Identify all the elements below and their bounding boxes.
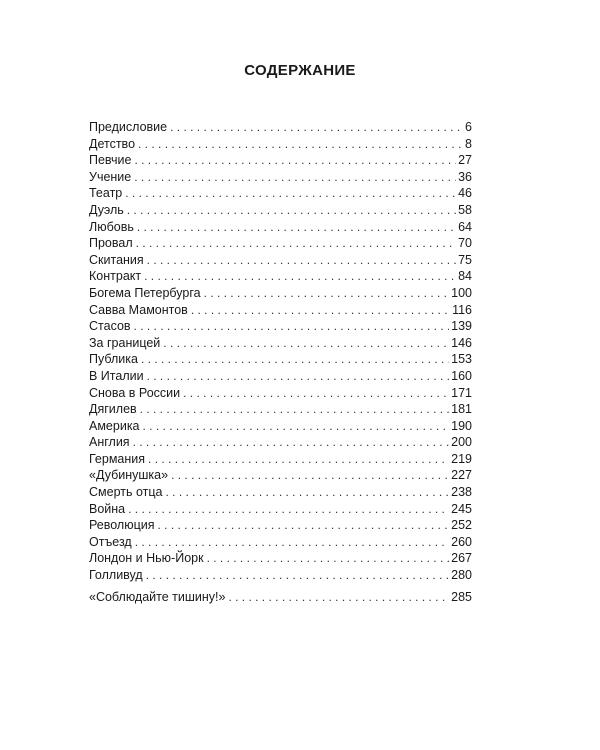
dot-leader xyxy=(140,401,449,418)
toc-entry xyxy=(89,467,472,484)
dot-leader xyxy=(183,385,449,402)
toc-entry xyxy=(89,219,472,236)
dot-leader xyxy=(133,434,450,451)
toc-page-number: 285 xyxy=(451,589,472,604)
toc-entry xyxy=(89,169,472,186)
toc-page-number: 200 xyxy=(451,435,472,450)
toc-entry-title: За границей xyxy=(89,335,161,350)
toc-page-number: 252 xyxy=(451,518,472,533)
dot-leader xyxy=(136,235,456,252)
dot-leader xyxy=(143,418,450,435)
toc-page-number: 84 xyxy=(458,269,472,284)
toc-entry-title: Контракт xyxy=(89,269,142,284)
toc-page-number: 190 xyxy=(451,418,472,433)
toc-page-number: 27 xyxy=(458,153,472,168)
dot-leader xyxy=(148,451,449,468)
toc-page-number: 8 xyxy=(465,136,472,151)
toc-entry xyxy=(89,484,472,501)
dot-leader xyxy=(147,368,450,385)
table-of-contents xyxy=(89,119,472,605)
toc-page-number: 245 xyxy=(451,501,472,516)
dot-leader xyxy=(127,202,456,219)
toc-entry xyxy=(89,351,472,368)
toc-entry-title: Лондон и Нью-Йорк xyxy=(89,551,204,566)
dot-leader xyxy=(147,252,456,269)
toc-entry-title: Отъезд xyxy=(89,534,132,549)
dot-leader xyxy=(158,517,450,534)
toc-entry xyxy=(89,501,472,518)
toc-page-number: 260 xyxy=(451,534,472,549)
toc-entry-title: Детство xyxy=(89,136,136,151)
toc-entry xyxy=(89,136,472,153)
toc-entry-title: Америка xyxy=(89,418,140,433)
dot-leader xyxy=(138,136,463,153)
toc-entry-title: Богема Петербурга xyxy=(89,285,201,300)
toc-entry-title: Англия xyxy=(89,435,130,450)
toc-page-number: 227 xyxy=(451,468,472,483)
toc-page-number: 58 xyxy=(458,202,472,217)
toc-entry-title: Стасов xyxy=(89,319,131,334)
toc-entry-title: В Италии xyxy=(89,368,144,383)
toc-entry-title: «Соблюдайте тишину!» xyxy=(89,589,226,604)
toc-entry-title: Учение xyxy=(89,169,132,184)
dot-leader xyxy=(137,219,456,236)
dot-leader xyxy=(171,467,449,484)
toc-page-number: 139 xyxy=(451,319,472,334)
toc-page-number: 116 xyxy=(452,302,472,317)
toc-page-number: 46 xyxy=(458,186,472,201)
toc-entry-title: Предисловие xyxy=(89,120,168,134)
toc-entry xyxy=(89,302,472,319)
toc-entry xyxy=(89,451,472,468)
toc-entry-title: Смерть отца xyxy=(89,485,163,500)
toc-entry xyxy=(89,318,472,335)
toc-page-number: 6 xyxy=(465,120,472,134)
toc-entry xyxy=(89,589,472,606)
dot-leader xyxy=(125,185,456,202)
toc-page-number: 153 xyxy=(451,352,472,367)
toc-entry xyxy=(89,434,472,451)
toc-entry-title: Снова в России xyxy=(89,385,181,400)
dot-leader xyxy=(135,534,449,551)
toc-entry xyxy=(89,567,472,584)
toc-entry-title: Голливуд xyxy=(89,568,143,583)
toc-page-number: 64 xyxy=(458,219,472,234)
dot-leader xyxy=(170,119,463,136)
toc-entry-title: Дуэль xyxy=(89,202,124,217)
toc-entry xyxy=(89,235,472,252)
dot-leader xyxy=(134,152,456,169)
toc-entry-title: Война xyxy=(89,501,126,516)
dot-leader xyxy=(141,351,449,368)
dot-leader xyxy=(207,550,450,567)
dot-leader xyxy=(134,169,456,186)
toc-entry xyxy=(89,152,472,169)
dot-leader xyxy=(144,268,456,285)
toc-page-number: 100 xyxy=(451,285,472,300)
toc-entry xyxy=(89,517,472,534)
toc-entry xyxy=(89,385,472,402)
toc-page-number: 36 xyxy=(458,169,472,184)
toc-entry-title: Революция xyxy=(89,518,155,533)
dot-leader xyxy=(128,501,449,518)
toc-entry-title: Театр xyxy=(89,186,123,201)
toc-entry xyxy=(89,550,472,567)
toc-page-number: 75 xyxy=(458,252,472,267)
toc-entry xyxy=(89,401,472,418)
toc-page-number: 267 xyxy=(451,551,472,566)
toc-page-number: 171 xyxy=(451,385,472,400)
toc-entry xyxy=(89,119,472,136)
toc-entry xyxy=(89,202,472,219)
dot-leader xyxy=(146,567,449,584)
toc-page-number: 219 xyxy=(451,451,472,466)
toc-entry-title: Певчие xyxy=(89,153,132,168)
toc-entry-title: Савва Мамонтов xyxy=(89,302,188,317)
page-title: СОДЕРЖАНИЕ xyxy=(244,62,356,79)
toc-entry xyxy=(89,368,472,385)
dot-leader xyxy=(134,318,450,335)
toc-entry-title: «Дубинушка» xyxy=(89,468,169,483)
toc-page-number: 70 xyxy=(458,236,472,251)
toc-entry-title: Любовь xyxy=(89,219,134,234)
toc-entry-title: Публика xyxy=(89,352,138,367)
toc-entry xyxy=(89,285,472,302)
toc-page-number: 160 xyxy=(451,368,472,383)
dot-leader xyxy=(191,302,450,319)
dot-leader xyxy=(204,285,450,302)
toc-page-number: 280 xyxy=(451,568,472,583)
dot-leader xyxy=(163,335,449,352)
toc-entry xyxy=(89,268,472,285)
toc-entry xyxy=(89,418,472,435)
toc-entry-title: Германия xyxy=(89,451,146,466)
toc-entry xyxy=(89,252,472,269)
toc-page-number: 146 xyxy=(451,335,472,350)
toc-entry-title: Скитания xyxy=(89,252,144,267)
toc-entry-title: Провал xyxy=(89,236,133,251)
toc-entry xyxy=(89,185,472,202)
toc-entry-title: Дягилев xyxy=(89,402,137,417)
dot-leader xyxy=(228,589,449,606)
toc-page-number: 181 xyxy=(451,402,472,417)
toc-page-number: 238 xyxy=(451,485,472,500)
toc-entry xyxy=(89,534,472,551)
toc-entry xyxy=(89,335,472,352)
dot-leader xyxy=(165,484,449,501)
